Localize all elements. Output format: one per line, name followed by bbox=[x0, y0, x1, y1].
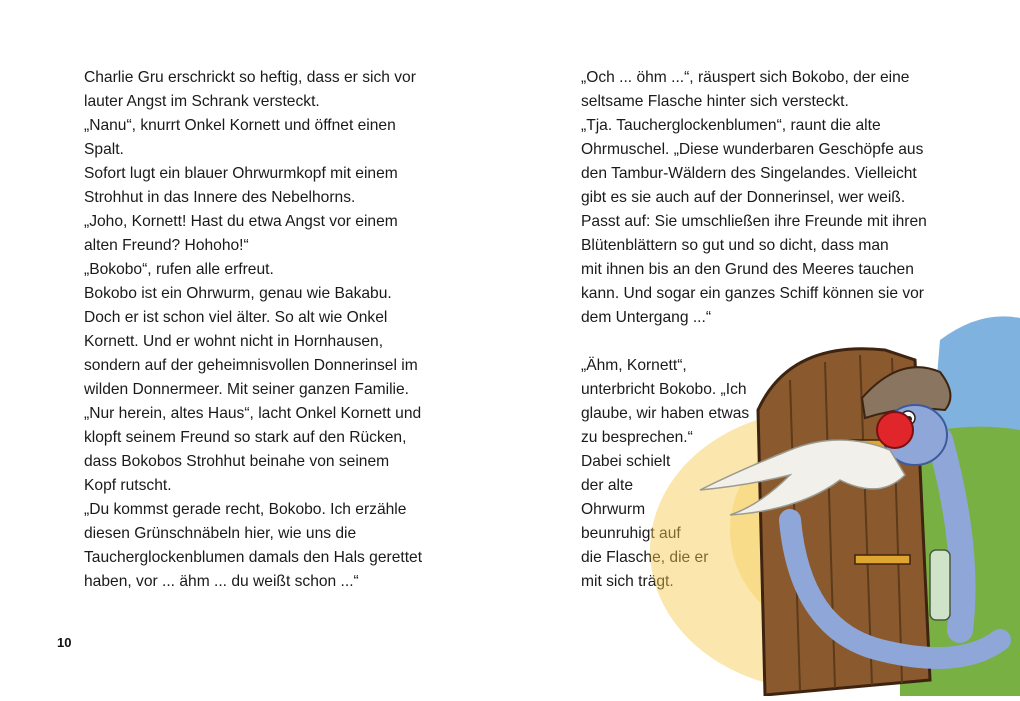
text-line: der alte bbox=[581, 477, 634, 494]
text-line: den Tambur-Wäldern des Singelandes. Vielleicht bbox=[581, 165, 917, 182]
text-line: „Du kommst gerade recht, Bokobo. Ich erzähle bbox=[84, 501, 407, 518]
text-line: Passt auf: Sie umschließen ihre Freunde mit ihren bbox=[581, 213, 927, 230]
text-line: Sofort lugt ein blauer Ohrwurmkopf mit einem bbox=[84, 165, 398, 182]
text-line: „Ähm, Kornett“, bbox=[581, 357, 687, 374]
text-line: Doch er ist schon viel älter. So alt wie Onkel bbox=[84, 309, 388, 326]
text-line: diesen Grünschnäbeln hier, wie uns die bbox=[84, 525, 357, 542]
bokobo-earwig-at-door-icon bbox=[640, 300, 1020, 696]
text-line: Kornett. Und er wohnt nicht in Hornhausen, bbox=[84, 333, 384, 350]
text-line: gibt es sie auch auf der Donnerinsel, wer weiß. bbox=[581, 189, 906, 206]
page-number: 10 bbox=[57, 635, 72, 650]
text-line: „Joho, Kornett! Hast du etwa Angst vor einem bbox=[84, 213, 398, 230]
text-line: dem Untergang ...“ bbox=[581, 309, 712, 326]
text-line: kann. Und sogar ein ganzes Schiff können sie vor bbox=[581, 285, 924, 302]
text-line: wilden Donnermeer. Mit seiner ganzen Familie. bbox=[84, 381, 410, 398]
bottle bbox=[930, 550, 950, 620]
text-line: „Bokobo“, rufen alle erfreut. bbox=[84, 261, 274, 278]
text-line: „Nanu“, knurrt Onkel Kornett und öffnet einen bbox=[84, 117, 396, 134]
text-line: die Flasche, die er bbox=[581, 549, 709, 566]
text-line: unterbricht Bokobo. „Ich bbox=[581, 381, 747, 398]
text-line: klopft seinem Freund so stark auf den Rücken, bbox=[84, 429, 407, 446]
text-line: alten Freund? Hohoho!“ bbox=[84, 237, 249, 254]
paragraph-1 bbox=[581, 66, 927, 330]
red-nose bbox=[877, 412, 913, 448]
text-line: „Och ... öhm ...“, räuspert sich Bokobo, der eine bbox=[581, 69, 910, 86]
text-line: Strohhut in das Innere des Nebelhorns. bbox=[84, 189, 356, 206]
text-line: Charlie Gru erschrickt so heftig, dass er sich vor bbox=[84, 69, 416, 86]
text-line: Ohrwurm bbox=[581, 501, 646, 518]
text-line: Spalt. bbox=[84, 141, 124, 158]
text-line: Ohrmuschel. „Diese wunderbaren Geschöpfe aus bbox=[581, 141, 924, 158]
text-line: dass Bokobos Strohhut beinahe von seinem bbox=[84, 453, 390, 470]
text-line: mit sich trägt. bbox=[581, 573, 674, 590]
text-line: beunruhigt auf bbox=[581, 525, 681, 542]
text-line: Kopf rutscht. bbox=[84, 477, 172, 494]
text-line: seltsame Flasche hinter sich versteckt. bbox=[581, 93, 849, 110]
text-line: Blütenblättern so gut und so dicht, dass man bbox=[581, 237, 889, 254]
text-line: Taucherglockenblumen damals den Hals gerettet bbox=[84, 549, 423, 566]
text-line: haben, vor ... ähm ... du weißt schon ...“ bbox=[84, 573, 359, 590]
text-line: Bokobo ist ein Ohrwurm, genau wie Bakabu. bbox=[84, 285, 392, 302]
text-line: lauter Angst im Schrank versteckt. bbox=[84, 93, 320, 110]
text-line: sondern auf der geheimnisvollen Donnerinsel im bbox=[84, 357, 418, 374]
text-line: Dabei schielt bbox=[581, 453, 671, 470]
text-line: mit ihnen bis an den Grund des Meeres tauchen bbox=[581, 261, 914, 278]
text-line: zu besprechen.“ bbox=[581, 429, 693, 446]
text-line: „Tja. Taucherglockenblumen“, raunt die alte bbox=[581, 117, 881, 134]
left-text-column bbox=[84, 66, 422, 594]
text-line: „Nur herein, altes Haus“, lacht Onkel Kornett und bbox=[84, 405, 422, 422]
text-line: glaube, wir haben etwas bbox=[581, 405, 750, 422]
